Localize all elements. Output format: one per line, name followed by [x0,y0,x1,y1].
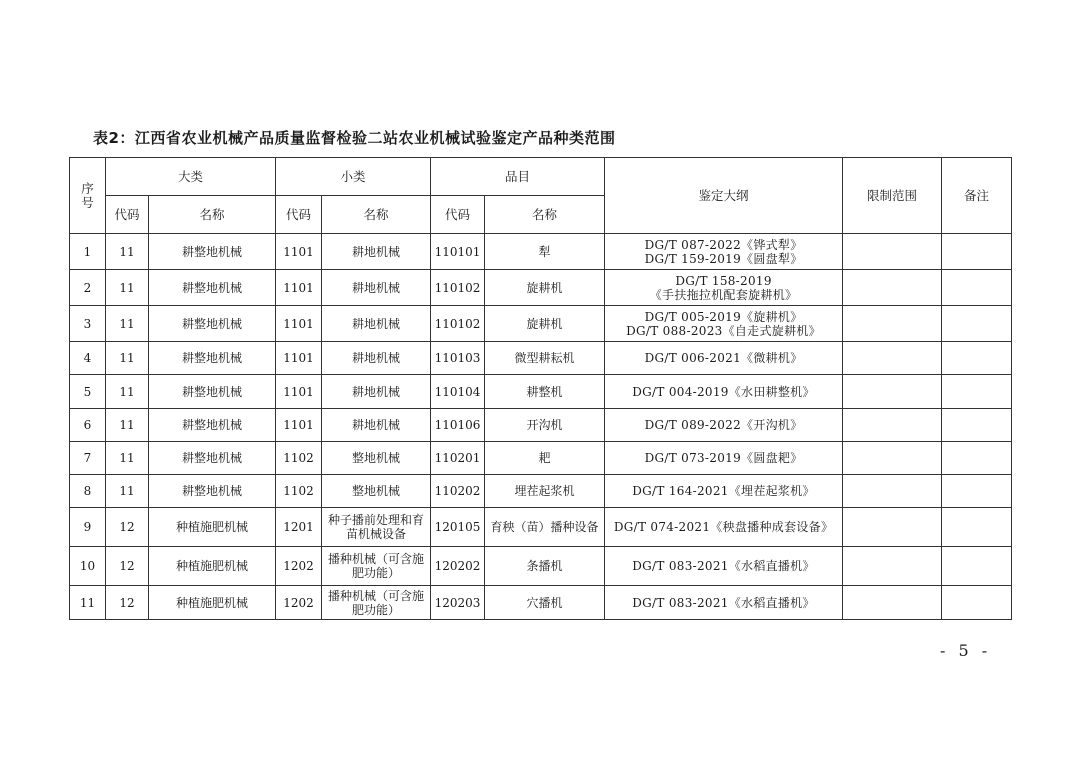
header-item-code: 代码 [431,196,485,234]
cell-outline [605,586,843,620]
cell-scope [843,508,942,547]
cell-scope [843,342,942,375]
cell-major-code: 11 [106,442,149,475]
cell-major-code: 11 [106,375,149,409]
cell-major-name: 种植施肥机械 [149,508,276,547]
cell-major-name: 耕整地机械 [149,306,276,342]
header-outline: 鉴定大纲 [605,158,843,234]
cell-minor-name: 耕地机械 [322,342,431,375]
table-row [70,270,1012,306]
cell-scope [843,475,942,508]
cell-scope [843,586,942,620]
cell-minor-code: 1102 [276,475,322,508]
table-row [70,547,1012,586]
cell-major-name: 耕整地机械 [149,270,276,306]
cell-minor-code: 1101 [276,342,322,375]
cell-minor-name: 耕地机械 [322,270,431,306]
cell-minor-code: 1101 [276,234,322,270]
cell-seq: 6 [70,409,106,442]
cell-item-name: 旋耕机 [485,306,605,342]
table-row [70,375,1012,409]
cell-item-name: 犁 [485,234,605,270]
header-minor-name: 名称 [322,196,431,234]
cell-note [942,306,1012,342]
outline-line: 《手扶拖拉机配套旋耕机》 [649,287,798,302]
product-scope-table [69,157,1012,620]
cell-item-name: 旋耕机 [485,270,605,306]
outline-line: DG/T 083-2021《水稻直播机》 [632,595,815,610]
cell-item-name: 开沟机 [485,409,605,442]
table-row [70,234,1012,270]
cell-item-name: 耕整机 [485,375,605,409]
cell-minor-code: 1201 [276,508,322,547]
cell-minor-name: 耕地机械 [322,306,431,342]
cell-minor-code: 1101 [276,306,322,342]
cell-major-code: 11 [106,409,149,442]
cell-seq: 10 [70,547,106,586]
cell-outline [605,409,843,442]
cell-note [942,234,1012,270]
table-row [70,306,1012,342]
cell-minor-code: 1101 [276,409,322,442]
cell-outline [605,508,843,547]
outline-line: DG/T 073-2019《圆盘耙》 [644,451,803,465]
cell-item-code: 110104 [431,375,485,409]
header-minor: 小类 [276,158,431,196]
table-row [70,475,1012,508]
header-major-name: 名称 [149,196,276,234]
cell-item-name: 埋茬起浆机 [485,475,605,508]
cell-major-code: 11 [106,234,149,270]
cell-major-name: 种植施肥机械 [149,547,276,586]
cell-seq: 3 [70,306,106,342]
cell-outline [605,306,843,342]
header-major: 大类 [106,158,276,196]
cell-item-code: 120105 [431,508,485,547]
cell-outline [605,375,843,409]
header-scope: 限制范围 [843,158,942,234]
cell-item-name: 条播机 [485,547,605,586]
cell-seq: 9 [70,508,106,547]
cell-seq: 8 [70,475,106,508]
header-minor-code: 代码 [276,196,322,234]
table-row [70,409,1012,442]
cell-note [942,586,1012,620]
header-item-name: 名称 [485,196,605,234]
cell-major-name: 耕整地机械 [149,234,276,270]
outline-line: DG/T 083-2021《水稻直播机》 [632,559,815,573]
cell-item-code: 120203 [431,586,485,620]
cell-major-name: 耕整地机械 [149,475,276,508]
cell-major-name: 耕整地机械 [149,375,276,409]
cell-outline [605,234,843,270]
cell-note [942,442,1012,475]
outline-line: DG/T 006-2021《微耕机》 [644,351,803,365]
cell-minor-name: 整地机械 [322,442,431,475]
outline-line: DG/T 088-2023《自走式旋耕机》 [626,323,821,338]
cell-major-name: 耕整地机械 [149,409,276,442]
cell-outline [605,442,843,475]
cell-note [942,342,1012,375]
cell-scope [843,306,942,342]
cell-major-name: 耕整地机械 [149,342,276,375]
cell-major-code: 11 [106,475,149,508]
cell-note [942,508,1012,547]
cell-item-name: 微型耕耘机 [485,342,605,375]
cell-item-code: 110201 [431,442,485,475]
header-seq: 序号 [70,158,106,234]
page-number: - 5 - [940,641,992,660]
cell-scope [843,547,942,586]
cell-item-name: 育秧（苗）播种设备 [485,508,605,547]
table-body [70,234,1012,620]
cell-item-code: 110102 [431,306,485,342]
cell-minor-code: 1202 [276,586,322,620]
cell-note [942,270,1012,306]
table-row [70,586,1012,620]
outline-line: DG/T 005-2019《旋耕机》 [644,309,803,324]
outline-line: DG/T 087-2022《铧式犁》 [644,237,803,252]
cell-minor-code: 1101 [276,270,322,306]
cell-minor-code: 1101 [276,375,322,409]
cell-seq: 1 [70,234,106,270]
cell-note [942,409,1012,442]
cell-item-code: 110102 [431,270,485,306]
cell-scope [843,409,942,442]
cell-major-code: 12 [106,508,149,547]
cell-note [942,547,1012,586]
cell-minor-name: 种子播前处理和育苗机械设备 [322,508,431,547]
cell-minor-name: 耕地机械 [322,375,431,409]
cell-minor-name: 播种机械（可含施肥功能） [322,547,431,586]
cell-minor-name: 耕地机械 [322,409,431,442]
cell-major-code: 12 [106,547,149,586]
cell-note [942,475,1012,508]
cell-major-code: 11 [106,306,149,342]
cell-scope [843,375,942,409]
cell-item-code: 120202 [431,547,485,586]
cell-item-name: 穴播机 [485,586,605,620]
header-major-code: 代码 [106,196,149,234]
outline-line: DG/T 074-2021《秧盘播种成套设备》 [613,520,834,534]
cell-minor-code: 1102 [276,442,322,475]
cell-outline [605,547,843,586]
cell-seq: 2 [70,270,106,306]
cell-item-name: 耙 [485,442,605,475]
cell-seq: 4 [70,342,106,375]
header-note: 备注 [942,158,1012,234]
table-title: 表2：江西省农业机械产品质量监督检验二站农业机械试验鉴定产品种类范围 [93,129,616,147]
outline-line: DG/T 004-2019《水田耕整机》 [632,384,815,399]
cell-outline [605,475,843,508]
cell-outline [605,270,843,306]
outline-line: DG/T 089-2022《开沟机》 [644,418,803,432]
outline-line: DG/T 159-2019《圆盘犁》 [644,251,803,266]
cell-outline [605,342,843,375]
cell-major-name: 种植施肥机械 [149,586,276,620]
cell-minor-name: 耕地机械 [322,234,431,270]
cell-major-code: 11 [106,342,149,375]
cell-item-code: 110202 [431,475,485,508]
table-row [70,442,1012,475]
cell-major-code: 12 [106,586,149,620]
outline-line: DG/T 164-2021《埋茬起浆机》 [632,484,815,498]
cell-minor-name: 整地机械 [322,475,431,508]
cell-minor-code: 1202 [276,547,322,586]
cell-item-code: 110106 [431,409,485,442]
table-row [70,342,1012,375]
cell-major-code: 11 [106,270,149,306]
cell-scope [843,234,942,270]
cell-minor-name: 播种机械（可含施肥功能） [322,586,431,620]
cell-scope [843,442,942,475]
cell-item-code: 110103 [431,342,485,375]
header-item: 品目 [431,158,605,196]
cell-item-code: 110101 [431,234,485,270]
cell-seq: 7 [70,442,106,475]
cell-seq: 5 [70,375,106,409]
cell-scope [843,270,942,306]
cell-seq: 11 [70,586,106,620]
cell-major-name: 耕整地机械 [149,442,276,475]
outline-line: DG/T 158-2019 [675,273,772,288]
cell-note [942,375,1012,409]
table-row [70,508,1012,547]
